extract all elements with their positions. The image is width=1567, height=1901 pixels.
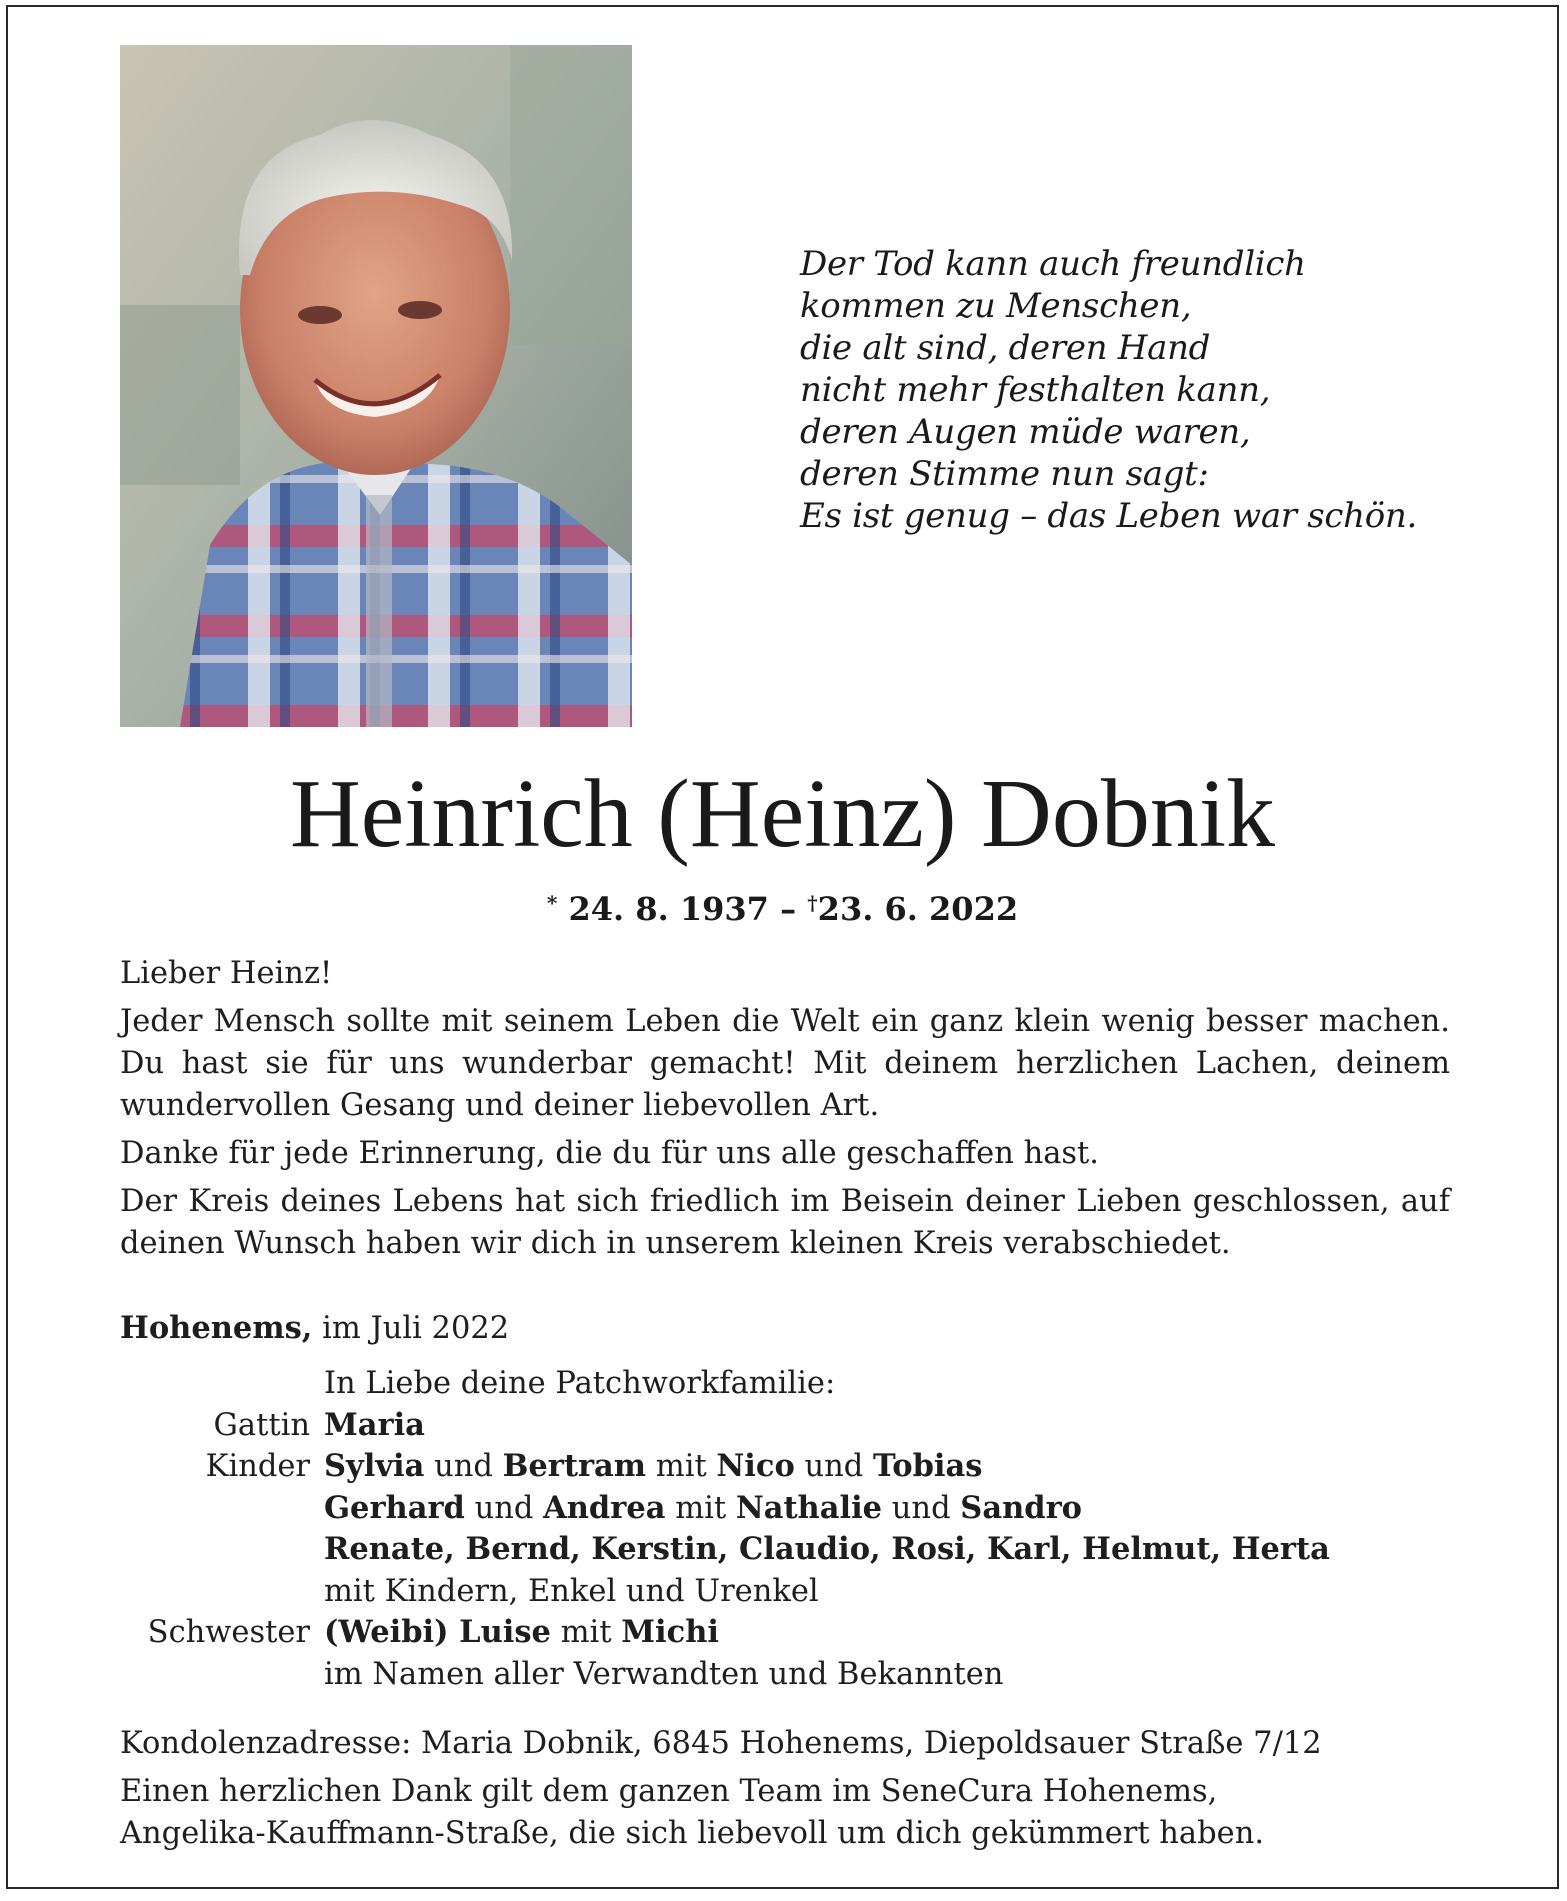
poem-line: Es ist genug – das Leben war schön. (800, 496, 1418, 536)
connector: und (804, 1449, 864, 1484)
life-dates (8, 883, 1557, 929)
role-label: Schwester (147, 1615, 310, 1650)
poem-line: nicht mehr festhalten kann, (800, 370, 1271, 410)
portrait-photo (120, 45, 632, 727)
family-row (120, 1529, 1460, 1571)
family-row (120, 1571, 1460, 1613)
poem-line: deren Augen müde waren, (800, 412, 1251, 452)
place-date (120, 1307, 509, 1350)
deceased-name: Heinrich (Heinz) Dobnik (289, 760, 1276, 868)
role-label: Gattin (213, 1407, 310, 1443)
connector: und (891, 1490, 951, 1526)
family-names-list: Renate, Bernd, Kerstin, Claudio, Rosi, Karl, Helmut, Herta (324, 1531, 1330, 1567)
family-name: (Weibi) Luise (324, 1614, 551, 1650)
family-name: Andrea (543, 1489, 666, 1526)
poem-line: deren Stimme nun sagt: (800, 454, 1209, 494)
footer (120, 1723, 1460, 1861)
connector: mit (560, 1615, 612, 1650)
family-row (120, 1363, 1460, 1405)
role-label: Kinder (205, 1449, 310, 1484)
family-row (120, 1446, 1460, 1488)
birth-symbol: * (546, 891, 558, 915)
family-name: Gerhard (324, 1489, 465, 1526)
letter-paragraph: Der Kreis deines Lebens hat sich friedlich im Beisein deiner Lieben geschlossen, auf deinen Wunsch haben wir dich in unserem kleinen Kreis verabschiedet. (120, 1184, 1450, 1261)
connector: mit (675, 1490, 727, 1526)
family-name: Michi (621, 1614, 719, 1650)
condolence-address: Kondolenzadresse: Maria Dobnik, 6845 Hohenems, Diepoldsauer Straße 7/12 (120, 1726, 1322, 1761)
place-city: Hohenems, (120, 1310, 313, 1346)
birth-date: 24. 8. 1937 (568, 890, 769, 928)
letter-paragraph: Danke für jede Erinnerung, die du für uns alle geschaffen hast. (120, 1136, 1099, 1171)
memorial-poem (800, 243, 1417, 537)
spouse-name: Maria (324, 1406, 425, 1443)
family-closing: im Namen aller Verwandten und Bekannten (324, 1656, 1004, 1692)
family-intro: In Liebe deine Patchworkfamilie: (324, 1366, 836, 1401)
family-name: Tobias (873, 1448, 983, 1484)
salutation: Lieber Heinz! (120, 956, 333, 991)
family-name: Sylvia (324, 1448, 425, 1484)
family-name: Sandro (960, 1489, 1082, 1526)
date-separator: – (780, 890, 797, 928)
family-name: Nico (716, 1448, 795, 1484)
thanks-line: Angelika-Kauffmann-Straße, die sich liebevoll um dich gekümmert haben. (120, 1816, 1265, 1851)
poem-line: kommen zu Menschen, (800, 286, 1192, 326)
portrait-image (120, 45, 632, 727)
death-symbol: † (807, 891, 818, 915)
poem-line: Der Tod kann auch freundlich (800, 244, 1306, 284)
family-row (120, 1405, 1460, 1447)
thanks-note (120, 1771, 1460, 1855)
poem-line: die alt sind, deren Hand (800, 328, 1211, 368)
family-name: Bertram (502, 1448, 647, 1484)
letter-body (120, 953, 1450, 1271)
family-list (120, 1363, 1460, 1695)
family-name: Nathalie (735, 1489, 883, 1526)
family-row (120, 1488, 1460, 1530)
thanks-line: Einen herzlichen Dank gilt dem ganzen Team im SeneCura Hohenems, (120, 1774, 1218, 1809)
letter-paragraph: Jeder Mensch sollte mit seinem Leben die Welt ein ganz klein wenig besser machen. Du hast sie für uns wunderbar gemacht! Mit deinem herzlichen Lachen, deinem wundervollen Gesang und deiner liebevollen Art. (120, 1004, 1450, 1123)
connector: mit (655, 1449, 707, 1484)
family-row (120, 1612, 1460, 1654)
connector: und (474, 1490, 534, 1526)
obituary-notice (6, 5, 1559, 1889)
family-row (120, 1654, 1460, 1696)
place-month: im Juli 2022 (322, 1311, 510, 1346)
death-date: 23. 6. 2022 (817, 890, 1019, 928)
family-note: mit Kindern, Enkel und Urenkel (324, 1573, 819, 1609)
connector: und (434, 1449, 493, 1484)
